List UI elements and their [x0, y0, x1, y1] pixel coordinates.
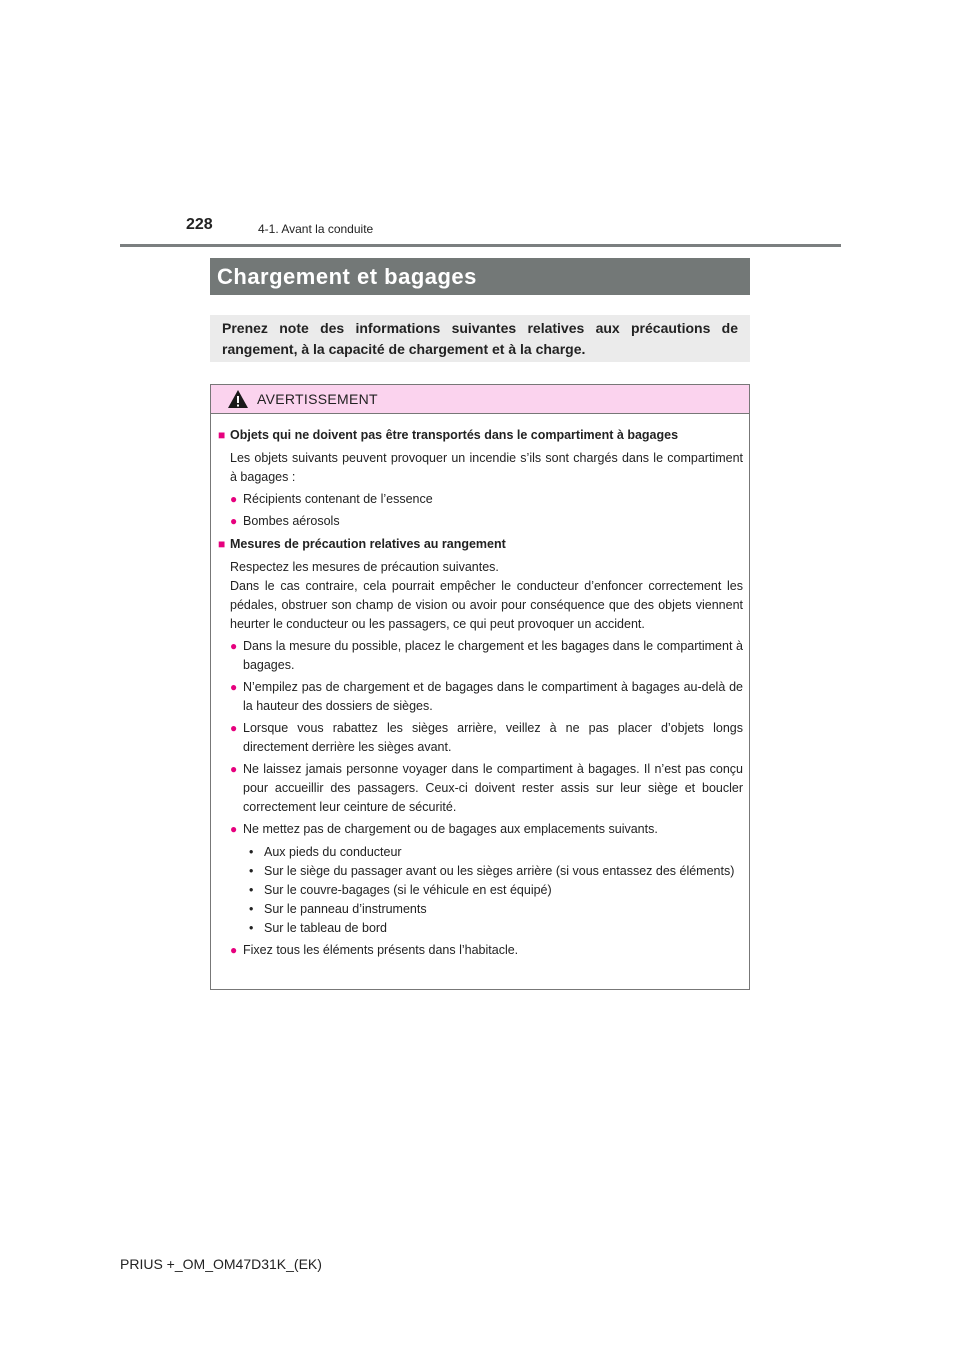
circle-marker: ●	[230, 943, 238, 957]
bullet-text: Ne mettez pas de chargement ou de bagages aux emplacements suivants.	[243, 822, 658, 836]
sub-marker: •	[249, 921, 254, 935]
circle-marker: ●	[230, 822, 238, 836]
bullet-item	[218, 512, 743, 531]
bullet-item	[218, 678, 743, 716]
heading-text: Objets qui ne doivent pas être transportés dans le compartiment à bagages	[230, 428, 679, 442]
paragraph: Respectez les mesures de précaution suivantes.	[230, 560, 499, 574]
warning-header	[211, 385, 749, 414]
circle-marker: ●	[230, 680, 238, 694]
circle-marker: ●	[230, 492, 238, 506]
bullet-text: N’empilez pas de chargement et de bagages dans le compartiment à bagages au-delà de la hauteur des dossiers de sièges.	[243, 680, 743, 713]
bullet-text: Ne laissez jamais personne voyager dans le compartiment à bagages. Il n’est pas conçu pour accueillir des passagers. Ceux-ci doivent rester assis sur leur siège et boucler correctement leur ceinture de sécurité.	[243, 762, 743, 814]
warning-triangle-icon	[227, 389, 249, 409]
bullet-item	[218, 637, 743, 675]
square-marker: ■	[218, 537, 226, 551]
heading-text: Mesures de précaution relatives au rangement	[230, 537, 506, 551]
bullet-text: Récipients contenant de l’essence	[243, 492, 433, 506]
warning-label: AVERTISSEMENT	[257, 391, 378, 407]
sub-text: Sur le panneau d’instruments	[264, 902, 427, 916]
warning-body	[211, 414, 749, 960]
footer-code: PRIUS +_OM_OM47D31K_(EK)	[120, 1256, 322, 1272]
bullet-item	[218, 490, 743, 509]
header-rule	[120, 244, 841, 247]
sub-item	[218, 843, 743, 862]
bullet-text: Bombes aérosols	[243, 514, 340, 528]
section-heading	[218, 535, 743, 554]
page-title: Chargement et bagages	[210, 258, 750, 295]
section-label: 4-1. Avant la conduite	[258, 222, 374, 236]
square-marker: ■	[218, 428, 226, 442]
sub-marker: •	[249, 883, 254, 897]
sub-item	[218, 900, 743, 919]
bullet-text: Lorsque vous rabattez les sièges arrière, veillez à ne pas placer d’objets longs directement derrière les sièges avant.	[243, 721, 743, 754]
paragraph: Dans le cas contraire, cela pourrait empêcher le conducteur d’enfoncer correctement les pédales, obstruer son champ de vision ou avoir pour conséquence que des objets viennent heurter le conducteur ou les passagers, ce qui peut provoquer un accident.	[230, 579, 743, 631]
sub-marker: •	[249, 845, 254, 859]
warning-box	[210, 384, 750, 990]
intro-box: Prenez note des informations suivantes relatives aux précautions de rangement, à la capacité de chargement et à la charge.	[210, 315, 750, 362]
circle-marker: ●	[230, 514, 238, 528]
bullet-item	[218, 820, 743, 839]
section-heading	[218, 426, 743, 445]
sub-text: Sur le siège du passager avant ou les sièges arrière (si vous entassez des éléments)	[264, 864, 735, 878]
paragraph: Les objets suivants peuvent provoquer un incendie s’ils sont chargés dans le compartiment à bagages :	[230, 451, 743, 484]
bullet-item	[218, 941, 743, 960]
bullet-text: Dans la mesure du possible, placez le chargement et les bagages dans le compartiment à bagages.	[243, 639, 743, 672]
sub-item	[218, 919, 743, 938]
bullet-item	[218, 719, 743, 757]
circle-marker: ●	[230, 721, 238, 735]
bullet-text: Fixez tous les éléments présents dans l’habitacle.	[243, 943, 519, 957]
sub-item	[218, 881, 743, 900]
sub-item	[218, 862, 743, 881]
bullet-item	[218, 760, 743, 817]
sub-text: Sur le couvre-bagages (si le véhicule en est équipé)	[264, 883, 552, 897]
circle-marker: ●	[230, 639, 238, 653]
sub-marker: •	[249, 902, 254, 916]
sub-text: Aux pieds du conducteur	[264, 845, 402, 859]
page-number: 228	[186, 216, 213, 233]
circle-marker: ●	[230, 762, 238, 776]
sub-text: Sur le tableau de bord	[264, 921, 388, 935]
sub-marker: •	[249, 864, 254, 878]
